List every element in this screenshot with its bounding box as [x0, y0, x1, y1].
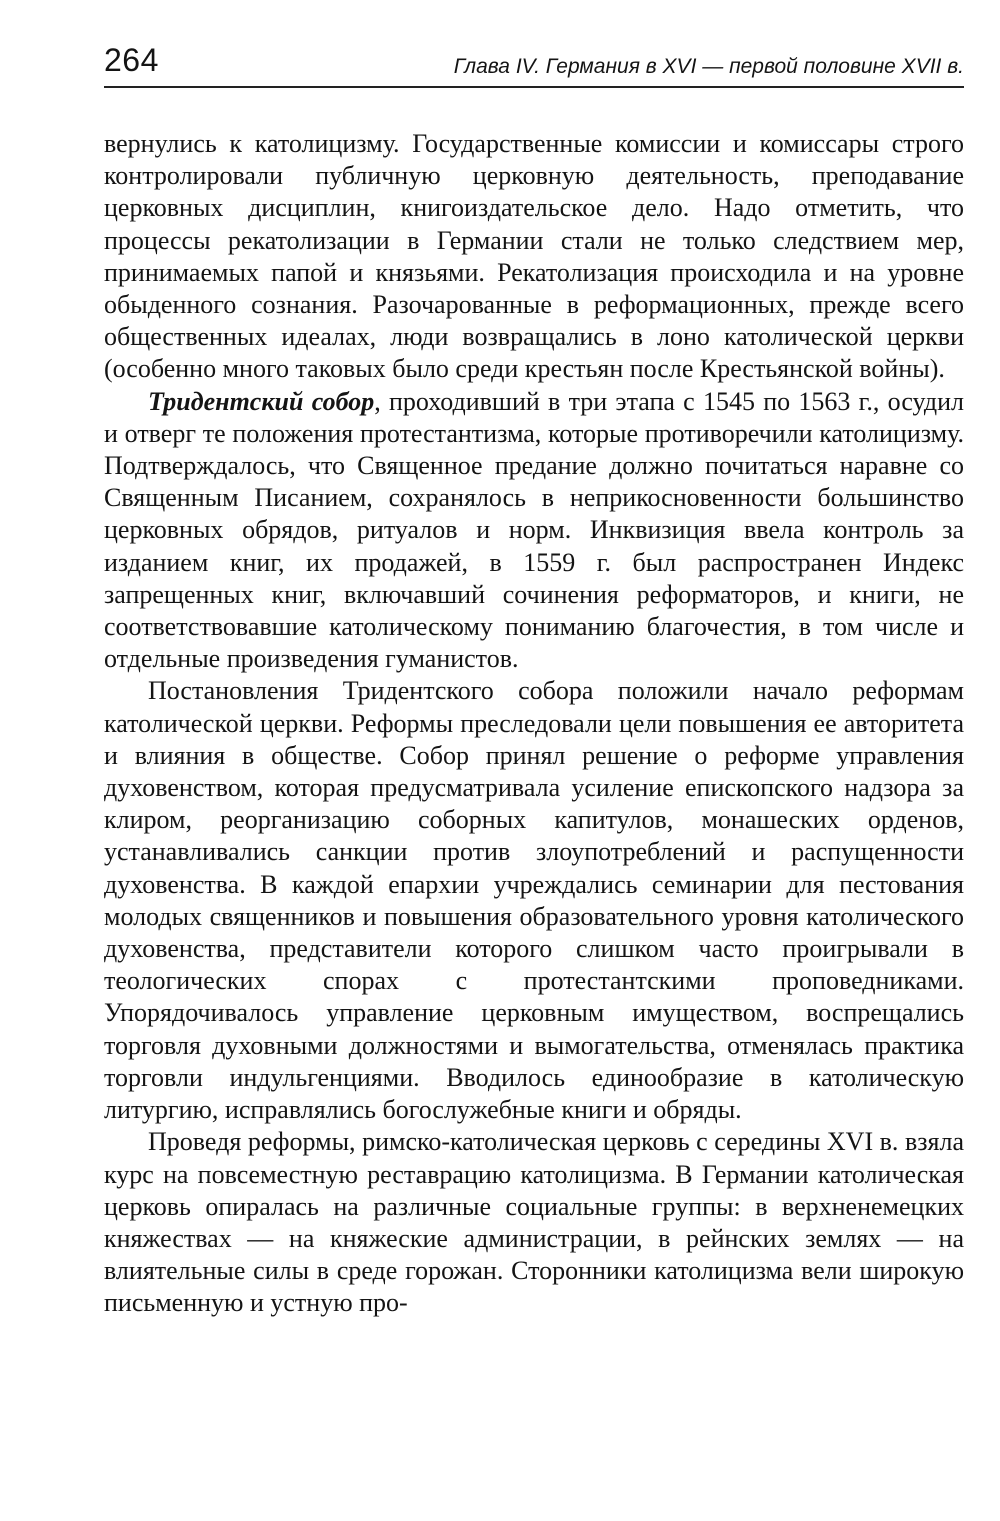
- page-number: 264: [104, 42, 159, 78]
- body-text: [104, 128, 964, 1320]
- paragraph-text: Постановления Тридентского собора положили начало реформам католической церкви. Реформы преследовали цели повышения ее авторитета и влияния в обществе. Собор принял решение о реформе управления духовенством, которая предусматривала усиление епископского надзора за клиром, реорганизацию соборных капитулов, монашеских орденов, устанавливались санкции против злоупотреблений и распущенности духовенства. В каждой епархии учреждались семинарии для пестования молодых священников и повышения образовательного уровня католического духовенства, представители которого слишком часто проигрывали в теологических спорах с протестантскими проповедниками. Упорядочивалось управление церковным имуществом, воспрещались торговля духовными должностями и вымогательства, отменялась практика торговли индульгенциями. Вводилось единообразие в католическую литургию, исправлялись богослужебные книги и обряды.: [104, 676, 964, 1125]
- paragraph-text: , проходивший в три этапа с 1545 по 1563 г., осудил и отверг те положения протестантизма, которые противоречили католицизму. Подтверждалось, что Священное предание должно почитаться наравне со Священным Писанием, сохранялось в неприкосновенности большинство церковных обрядов, ритуалов и норм. Инквизиция ввела контроль за изданием книг, их продажей, в 1559 г. был распространен Индекс запрещенных книг, включавший сочинения реформаторов, и книги, не соответствовавшие католическому пониманию благочестия, в том числе и отдельные произведения гуманистов.: [104, 386, 964, 674]
- book-page: [104, 40, 964, 1320]
- paragraph-trident-council: [104, 386, 964, 676]
- paragraph-restoration: [104, 1126, 964, 1319]
- paragraph-text: Проведя реформы, римско-католическая церковь с середины XVI в. взяла курс на повсеместную реставрацию католицизма. В Германии католическая церковь опиралась на различные социальные группы: в верхненемецких княжествах — на княжеские администрации, в рейнских землях — на влиятельные силы в среде горожан. Сторонники католицизма вели широкую письменную и устную про-: [104, 1127, 964, 1318]
- term-heading: Тридентский собор: [148, 386, 375, 416]
- running-head: Глава IV. Германия в XVI — первой половине XVII в.: [453, 55, 964, 78]
- page-header: [104, 40, 964, 88]
- paragraph-continuation: [104, 128, 964, 386]
- paragraph-text: вернулись к католицизму. Государственные комиссии и комиссары строго контролировали публичную церковную деятельность, преподавание церковных дисциплин, книгоиздательское дело. Надо отметить, что процессы рекатолизации в Германии стали не только следствием мер, принимаемых папой и князьями. Рекатолизация происходила и на уровне обыденного сознания. Разочарованные в реформационных, прежде всего общественных идеалах, люди возвращались в лоно католической церкви (особенно много таковых было среди крестьян после Крестьянской войны).: [104, 129, 964, 384]
- paragraph-reforms: [104, 675, 964, 1126]
